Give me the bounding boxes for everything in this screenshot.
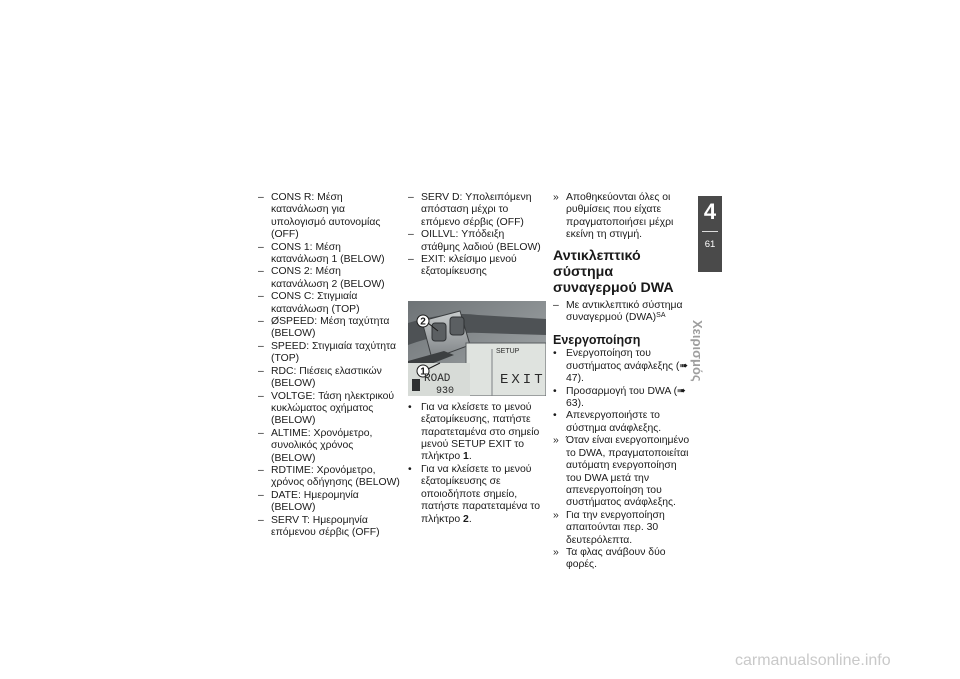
item-text: Για να κλείσετε το μενού εξατομίκευσης σε οποιοδήποτε σημείο, πατήστε παρατεταμένα το πλήκτρο: [421, 463, 541, 525]
menu-option-item: [258, 490, 400, 515]
item-text: SERV T: Ημερομηνία επόμενου σέρβις (OFF): [271, 514, 380, 538]
menu-option-item: [408, 192, 546, 229]
callout-1: 1: [420, 366, 426, 378]
result-item: » Για την ενεργοποίηση απαιτούνται περ. 30 δευτερόλεπτα.: [553, 509, 665, 546]
display-setup-text: SETUP: [496, 347, 520, 355]
list-marker: –: [258, 241, 264, 253]
handlebar-display-figure: [408, 301, 546, 396]
list-marker: –: [408, 192, 414, 203]
list-marker: –: [258, 316, 264, 328]
chapter-side-label: Χειρισμός: [690, 320, 705, 382]
menu-option-item: [258, 291, 400, 316]
list-marker: –: [258, 340, 264, 352]
sa-superscript: SA: [656, 312, 666, 320]
menu-option-item: [408, 254, 546, 279]
menu-option-item: [258, 391, 400, 428]
menu-option-item: [408, 229, 546, 254]
list-marker: –: [408, 229, 414, 241]
column-2: [408, 192, 546, 526]
item-text: VOLTGE: Τάση ηλεκτρικού κυκλώματος οχήματος (BELOW): [271, 390, 395, 427]
menu-option-item: [258, 515, 400, 540]
page-reference-link[interactable]: 47: [566, 373, 578, 385]
display-exit-text: EXIT: [500, 371, 546, 388]
item-text: EXIT: κλείσιμο μενού εξατομίκευσης: [421, 254, 517, 278]
subheading: Ενεργοποίηση: [553, 333, 641, 348]
column-1: [258, 192, 400, 539]
item-text: CONS R: Μέση κατανάλωση για υπολογισμό αυτονομίας (OFF): [271, 192, 381, 241]
menu-items-list: [408, 192, 546, 279]
item-text: ALTIME: Χρονόμετρο, συνολικός χρόνος (BELOW): [271, 427, 373, 464]
item-text: ØSPEED: Μέση ταχύτητα (BELOW): [271, 316, 390, 340]
result-marker: »: [553, 192, 559, 203]
item-text: OILLVL: Υπόδειξη στάθμης λαδιού (BELOW): [421, 229, 541, 253]
item-text: RDTIME: Χρονόμετρο, χρόνος οδήγησης (BELOW): [271, 464, 400, 489]
callout-2: 2: [420, 316, 426, 328]
page-number: 61: [704, 239, 716, 250]
list-marker: –: [258, 291, 264, 303]
bullet-item: • Απενεργοποιήστε το σύστημα ανάφλεξης.: [553, 410, 662, 434]
item-text: SPEED: Στιγμιαία ταχύτητα (TOP): [271, 340, 396, 365]
section-heading: Αντικλεπτικό σύστημα συναγερμού DWA: [553, 247, 674, 296]
list-marker: –: [258, 489, 264, 501]
equipment-item: – Με αντικλεπτικό σύστημα συναγερμού (DWA)$^{SA}$: [553, 299, 683, 324]
list-marker: •: [408, 463, 412, 475]
list-marker: –: [258, 390, 264, 402]
list-marker: •: [408, 401, 412, 413]
instruction-bullets: [408, 402, 546, 526]
list-marker: –: [258, 427, 264, 439]
item-text: DATE: Ημερομηνία (BELOW): [271, 489, 359, 514]
page-reference-arrow-icon: ➠: [679, 360, 689, 372]
page-reference-arrow-icon: ➠: [677, 385, 686, 397]
column-3: [553, 192, 691, 572]
result-item: » Αποθηκεύονται όλες οι ρυθμίσεις που είχατε πραγματοποιήσει μέχρι εκείνη τη στιγμή.: [553, 192, 674, 241]
key-number: 1: [463, 451, 469, 463]
list-marker: –: [408, 254, 414, 266]
tab-divider: [702, 231, 718, 232]
result-item: » Τα φλας ανάβουν δύο φορές.: [553, 546, 666, 571]
item-text: CONS C: Στιγμιαία κατανάλωση (TOP): [271, 291, 360, 315]
chapter-number: 4: [703, 199, 717, 224]
watermark: carmanualsonline.info: [735, 652, 891, 669]
chapter-tab: [698, 196, 722, 272]
menu-option-item: [258, 242, 400, 267]
key-number: 2: [463, 513, 469, 525]
menu-option-item: [258, 316, 400, 341]
item-text: RDC: Πιέσεις ελαστικών (BELOW): [271, 365, 382, 390]
item-text: CONS 2: Μέση κατανάλωση 2 (BELOW): [271, 266, 385, 290]
menu-option-item: [258, 192, 400, 242]
display-road-text: ROAD: [424, 372, 451, 385]
list-marker: –: [258, 514, 264, 526]
result-item: » Όταν είναι ενεργοποιημένο το DWA, πραγματοποιείται αυτόματη ενεργοποίηση του DWA μετά την απενεργοποίηση του συστήματος ανάφλεξης.: [553, 435, 690, 509]
list-marker: –: [258, 266, 264, 278]
item-end: .: [468, 513, 472, 525]
handlebar-photo: [408, 301, 546, 396]
item-text: Για να κλείσετε το μενού εξατομίκευσης, πατήστε παρατεταμένα στο σημείο μενού SETUP EXIT το πλήκτρο: [421, 401, 540, 463]
bullet-item: • Ενεργοποίηση του συστήματος ανάφλεξης (➠ 47).: [553, 348, 689, 385]
list-marker: –: [258, 192, 264, 203]
menu-option-item: [258, 341, 400, 366]
page-reference-link[interactable]: 63: [566, 398, 578, 410]
item-end: .: [468, 451, 472, 463]
bullet-item: • Προσαρμογή του DWA (➠ 63).: [553, 385, 686, 410]
item-text: SERV D: Υπολειπόμενη απόσταση μέχρι το επόμενο σέρβις (OFF): [421, 192, 532, 228]
menu-option-item: [258, 366, 400, 391]
list-marker: –: [258, 464, 264, 476]
item-text: CONS 1: Μέση κατανάλωση 1 (BELOW): [271, 241, 385, 266]
instruction-item: [408, 464, 546, 526]
instruction-item: [408, 402, 546, 464]
menu-option-item: [258, 465, 400, 490]
list-marker: –: [258, 365, 264, 377]
menu-option-item: [258, 428, 400, 465]
display-930-text: 930: [436, 385, 455, 396]
menu-option-item: [258, 266, 400, 291]
